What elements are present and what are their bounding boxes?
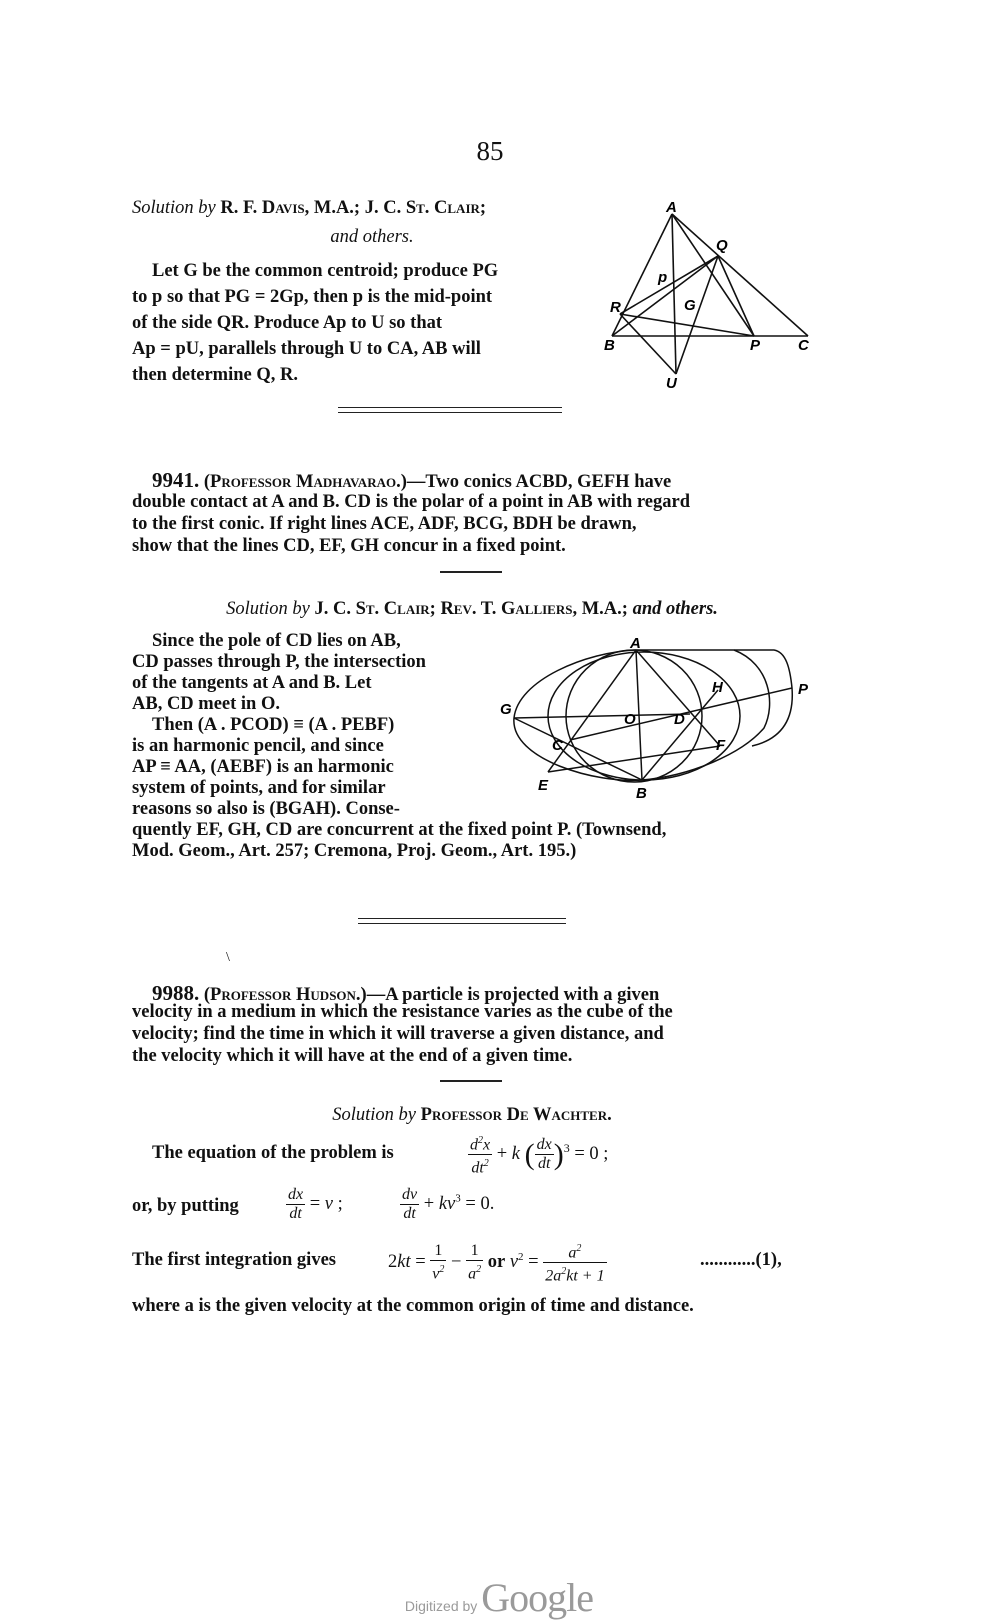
- label-H: H: [712, 679, 723, 696]
- solution-authors: R. F. Davis, M.A.; J. C. St. Clair;: [220, 198, 487, 218]
- problem-number: 9988.: [152, 981, 200, 1005]
- label-R: R: [610, 299, 621, 316]
- sol2-line-6: is an harmonic pencil, and since: [132, 736, 384, 756]
- sol1-line-1: Let G be the common centroid; produce PG: [152, 261, 499, 281]
- equation-1: $\frac{d^2x}{dt^2}$ + k ( $\frac{dx}{dt}$ )$^3$ = 0 ;: [468, 1132, 608, 1178]
- label-A: A: [630, 635, 641, 652]
- problem-9988-line-4: the velocity which it will have at the end of a given time.: [132, 1046, 573, 1066]
- solution-by-label: Solution by: [332, 1105, 417, 1125]
- sol2-line-7: AP ≡ AA, (AEBF) is an harmonic: [132, 757, 394, 777]
- solution-heading-others: and others.: [330, 227, 414, 247]
- watermark-prefix: Digitized by: [404, 1598, 478, 1614]
- solution-heading: [132, 195, 612, 221]
- label-B: B: [604, 337, 615, 354]
- problem-text: —A particle is projected with a given: [366, 985, 660, 1005]
- solution-heading: [132, 596, 812, 622]
- stray-mark: \: [226, 950, 230, 965]
- sol2-line-1: Since the pole of CD lies on AB,: [152, 631, 401, 651]
- equation-3: 2kt = $\frac{1}{v^2}$ − $\frac{1}{a^2}$ or $v^2$ = $\frac{a^2}{2a^2kt + 1}$: [388, 1240, 607, 1286]
- solution-others: and others.: [632, 599, 718, 619]
- label-E: E: [538, 777, 549, 794]
- label-F: F: [716, 737, 726, 754]
- label-B: B: [636, 785, 647, 802]
- equation-3-tag: ............(1),: [700, 1250, 782, 1270]
- solution-authors: J. C. St. Clair; Rev. T. Galliers, M.A.;: [314, 599, 628, 619]
- sol2-line-10: quently EF, GH, CD are concurrent at the fixed point P. (Townsend,: [132, 820, 667, 840]
- short-rule: [440, 1080, 502, 1082]
- sol1-line-5: then determine Q, R.: [132, 365, 298, 385]
- solution-by-label: Solution by: [226, 599, 310, 619]
- label-D: D: [674, 711, 685, 728]
- conics-figure: [494, 634, 824, 804]
- solution-heading: [132, 1102, 812, 1128]
- solution-authors: Professor De Wachter.: [420, 1105, 612, 1125]
- equation-2-text: or, by putting: [132, 1196, 239, 1216]
- final-line: where a is the given velocity at the common origin of time and distance.: [132, 1296, 694, 1316]
- short-rule: [440, 571, 502, 573]
- problem-author: (Professor Hudson.): [203, 985, 367, 1005]
- sol1-line-3: of the side QR. Produce Ap to U so that: [132, 313, 443, 333]
- page-number: 85: [476, 136, 504, 166]
- google-logo: Google: [481, 1575, 594, 1620]
- label-O: O: [624, 711, 636, 728]
- triangle-figure: [598, 196, 818, 396]
- sol2-line-3: of the tangents at A and B. Let: [132, 673, 372, 693]
- label-Q: Q: [716, 237, 728, 254]
- equation-1-text: The equation of the problem is: [152, 1143, 394, 1163]
- label-P: P: [798, 681, 809, 698]
- sol1-line-4: Ap = pU, parallels through U to CA, AB will: [132, 339, 481, 359]
- solution-by-label: Solution by: [132, 198, 216, 218]
- problem-9988-line-3: velocity; find the time in which it will traverse a given distance, and: [132, 1024, 664, 1044]
- section-divider: [338, 407, 562, 413]
- label-A: A: [666, 199, 677, 216]
- label-G: G: [500, 701, 512, 718]
- label-p: p: [658, 269, 668, 286]
- sol2-line-5: Then (A . PCOD) ≡ (A . PEBF): [152, 715, 395, 735]
- label-C: C: [552, 737, 563, 754]
- sol1-line-2: to p so that PG = 2Gp, then p is the mid-point: [132, 287, 493, 307]
- problem-9988-line-2: velocity in a medium in which the resistance varies as the cube of the: [132, 1002, 673, 1022]
- label-G: G: [684, 297, 696, 314]
- sol2-line-2: CD passes through P, the intersection: [132, 652, 426, 672]
- equation-3-text: The first integration gives: [132, 1250, 336, 1270]
- problem-text: —Two conics ACBD, GEFH have: [406, 472, 672, 492]
- problem-9941-line-3: to the first conic. If right lines ACE, ADF, BCG, BDH be drawn,: [132, 514, 637, 534]
- google-watermark: [0, 1574, 998, 1621]
- sol2-line-9: reasons so also is (BGAH). Conse-: [132, 799, 400, 819]
- label-U: U: [666, 375, 677, 392]
- label-C: C: [798, 337, 809, 354]
- sol2-line-4: AB, CD meet in O.: [132, 694, 280, 714]
- problem-9941-line-4: show that the lines CD, EF, GH concur in a fixed point.: [132, 536, 566, 556]
- equation-2: $\frac{dx}{dt}$ = v ; $\frac{dv}{dt}$ + $kv^3 = 0$.: [288, 1186, 495, 1222]
- label-P: P: [750, 337, 761, 354]
- sol2-line-11: Mod. Geom., Art. 257; Cremona, Proj. Geom., Art. 195.): [132, 841, 577, 861]
- problem-author: (Professor Madhavarao.): [203, 472, 407, 492]
- problem-number: 9941.: [152, 468, 200, 492]
- section-divider: [358, 918, 566, 924]
- problem-9941-line-2: double contact at A and B. CD is the polar of a point in AB with regard: [132, 492, 690, 512]
- sol2-line-8: system of points, and for similar: [132, 778, 386, 798]
